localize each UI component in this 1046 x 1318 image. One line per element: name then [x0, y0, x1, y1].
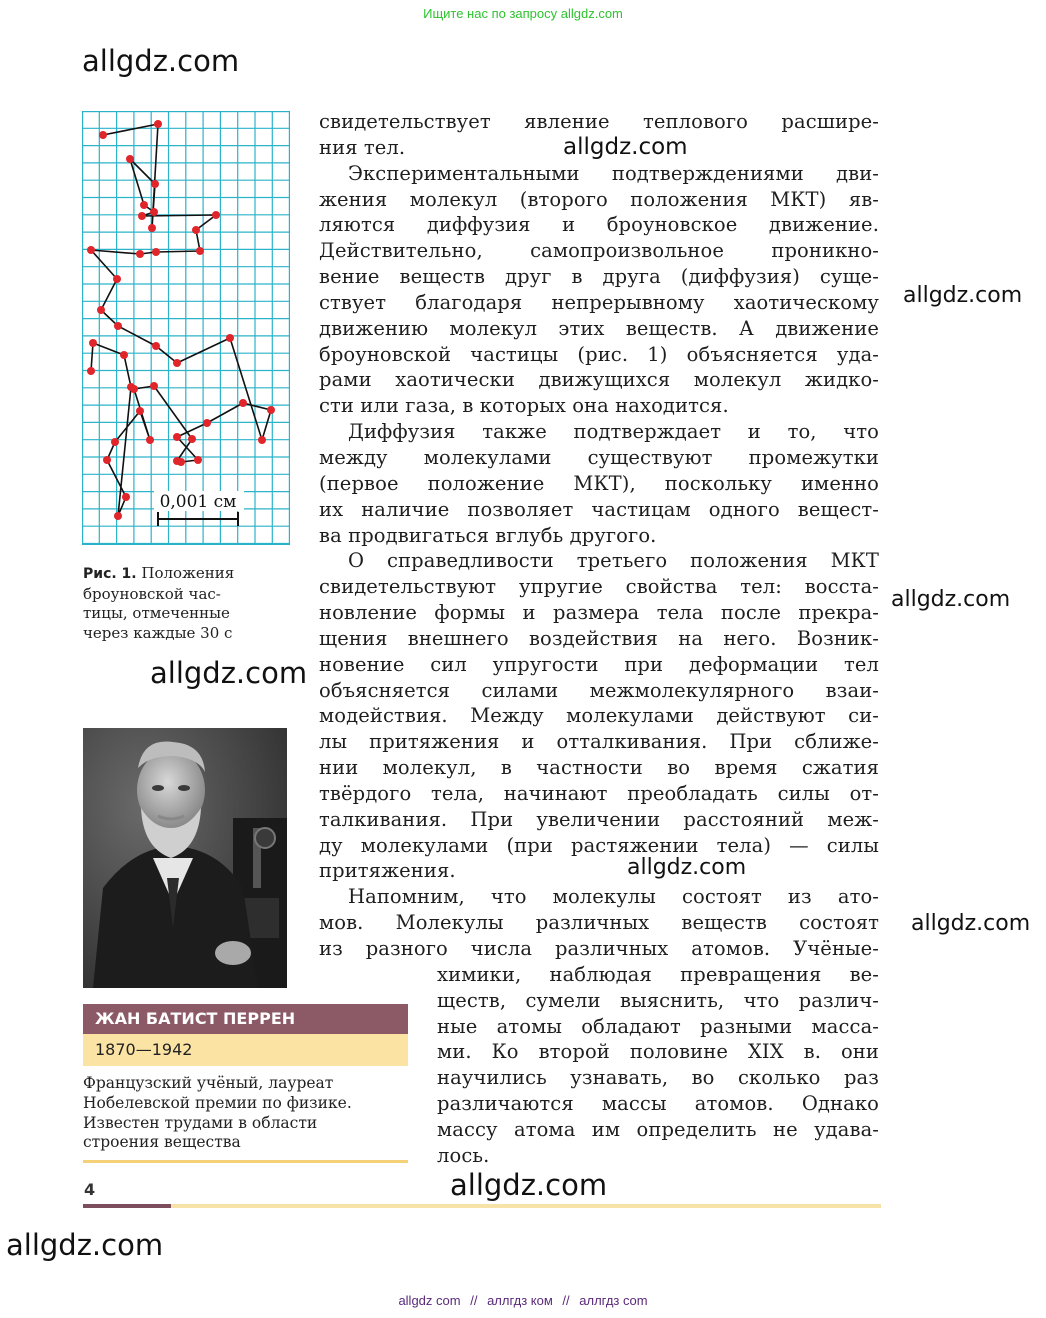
- particle-position-dot: [173, 433, 181, 441]
- text-line: объясняется силами межмолекулярного взаи-: [319, 678, 879, 702]
- particle-position-dot: [258, 436, 266, 444]
- caption-label: Рис. 1.: [83, 566, 137, 582]
- bio-line: Известен трудами в области: [83, 1113, 318, 1132]
- text-line: притяжения.: [319, 859, 456, 883]
- particle-position-dot: [89, 339, 97, 347]
- particle-position-dot: [152, 248, 160, 256]
- particle-position-dot: [122, 493, 130, 501]
- particle-position-dot: [111, 438, 119, 446]
- text-line: ми. Ко второй половине XIX в. они: [437, 1040, 879, 1064]
- brownian-path-diagram: [82, 111, 290, 545]
- page-rule-accent: [83, 1204, 171, 1208]
- text-line: твёрдого тела, начинают преобладать силы от-: [319, 781, 879, 805]
- particle-position-dot: [173, 457, 181, 465]
- bio-line: Французский учёный, лауреат: [83, 1074, 334, 1092]
- particle-position-dot: [154, 120, 162, 128]
- caption-line: через каждые 30 с: [83, 623, 233, 642]
- text-line: движению молекул этих веществ. А движение: [319, 316, 879, 340]
- caption-line: Положения: [141, 564, 235, 582]
- text-line: ляются диффузия и броуновское движение.: [319, 213, 879, 237]
- particle-position-dot: [203, 419, 211, 427]
- text-line: новление формы и размера тела после прекра-: [319, 601, 879, 625]
- footer-link[interactable]: аллгдз com: [579, 1293, 648, 1308]
- text-line: лы притяжения и отталкивания. При сближе-: [319, 730, 879, 754]
- footer-link[interactable]: аллгдз ком: [487, 1293, 553, 1308]
- footer-separator: //: [470, 1293, 478, 1308]
- text-line: ные атомы обладают разными масса-: [437, 1014, 879, 1038]
- particle-position-dot: [148, 224, 156, 232]
- text-line: Напомним, что молекулы состоят из ато-: [348, 885, 879, 909]
- text-line: между молекулами существуют промежутки: [319, 445, 879, 469]
- grid: [82, 111, 290, 545]
- text-line: щения внешнего воздействия на него. Возник-: [319, 626, 879, 650]
- watermark: allgdz.com: [150, 656, 308, 690]
- text-line: модействия. Между молекулами действуют си-: [319, 704, 879, 728]
- particle-position-dot: [120, 351, 128, 359]
- text-line: ду молекулами (при растяжении тела) — силы: [319, 833, 879, 857]
- portrait-photo: [83, 728, 287, 988]
- footer-links: [0, 1293, 1046, 1308]
- footer-link[interactable]: allgdz com: [398, 1293, 461, 1308]
- particle-position-dot: [188, 435, 196, 443]
- particle-position-dot: [127, 383, 135, 391]
- text-line: броуновской частицы (рис. 1) объясняется уда-: [319, 342, 879, 366]
- particle-position-dot: [113, 275, 121, 283]
- particle-position-dot: [87, 246, 95, 254]
- text-line: жения молекул (второго положения МКТ) яв-: [319, 187, 879, 211]
- particle-position-dot: [151, 180, 159, 188]
- scale-label: 0,001 см: [159, 492, 237, 512]
- text-line: из разного числа различных атомов. Учёные-: [319, 937, 879, 960]
- watermark: allgdz.com: [911, 911, 1031, 936]
- text-line: (первое положение МКТ), поскольку именно: [319, 471, 879, 495]
- text-line: новение сил упругости при деформации тел: [319, 652, 879, 676]
- particle-position-dot: [99, 131, 107, 139]
- text-line: их наличие позволяет частицам одного вещест-: [319, 497, 879, 521]
- bio-line: Нобелевской премии по физике.: [83, 1093, 352, 1112]
- text-line: рами хаотически движущихся молекул жидко-: [319, 368, 879, 392]
- text-line: различаются массы атомов. Однако: [437, 1092, 879, 1116]
- particle-position-dot: [173, 359, 181, 367]
- particle-position-dot: [87, 367, 95, 375]
- particle-position-dot: [114, 322, 122, 330]
- particle-position-dot: [126, 155, 134, 163]
- watermark: allgdz.com: [627, 855, 747, 880]
- particle-position-dot: [136, 250, 144, 258]
- page-number: 4: [84, 1180, 96, 1199]
- text-line: вение веществ друг в друга (диффузия) суще-: [319, 265, 879, 289]
- text-line: Диффузия также подтверждает и то, что: [348, 420, 879, 444]
- particle-position-dot: [192, 226, 200, 234]
- watermark: allgdz.com: [82, 44, 240, 78]
- footer-separator: //: [562, 1293, 570, 1308]
- text-line: О справедливости третьего положения МКТ: [348, 549, 879, 573]
- watermark: allgdz.com: [6, 1228, 164, 1262]
- particle-position-dot: [136, 407, 144, 415]
- person-name-bar: ЖАН БАТИСТ ПЕРРЕН: [83, 1004, 408, 1034]
- text-line: химики, наблюдая превращения ве-: [437, 962, 879, 986]
- text-line: ния тел.: [319, 135, 406, 159]
- particle-position-dot: [114, 512, 122, 520]
- particle-position-dot: [150, 208, 158, 216]
- text-line: ва продвигаться вглубь другого.: [319, 523, 657, 547]
- watermark: allgdz.com: [891, 587, 1011, 612]
- particle-position-dot: [239, 399, 247, 407]
- text-line: Действительно, самопроизвольное проникно-: [319, 239, 879, 263]
- figure-caption: [83, 564, 293, 643]
- particle-position-dot: [212, 211, 220, 219]
- watermark: allgdz.com: [903, 283, 1023, 308]
- particle-position-dot: [103, 456, 111, 464]
- text-line: массу атома им определить не удава-: [437, 1117, 879, 1141]
- text-line: ществ, сумели выяснить, что различ-: [437, 988, 879, 1012]
- caption-line: тицы, отмеченные: [83, 604, 230, 622]
- text-line: мов. Молекулы различных веществ состоят: [319, 911, 879, 935]
- page-rule: [171, 1204, 881, 1208]
- particle-position-dot: [140, 201, 148, 209]
- particle-position-dot: [152, 342, 160, 350]
- person-years-bar: 1870—1942: [83, 1034, 408, 1066]
- particle-position-dot: [194, 456, 202, 464]
- text-line: сти или газа, в которых она находится.: [319, 394, 729, 418]
- top-banner[interactable]: Ищите нас по запросу allgdz.com: [423, 6, 623, 21]
- main-text: [319, 109, 879, 1169]
- watermark: allgdz.com: [563, 134, 688, 160]
- particle-position-dot: [138, 212, 146, 220]
- text-line: талкивания. При увеличении расстояний меж-: [319, 807, 879, 831]
- bio-line: строения вещества: [83, 1133, 241, 1152]
- particle-position-dot: [196, 247, 204, 255]
- particle-position-dot: [226, 334, 234, 342]
- particle-position-dot: [146, 436, 154, 444]
- text-line: свидетельствует явление теплового расшире-: [319, 110, 879, 133]
- text-line: лось.: [437, 1143, 490, 1167]
- caption-line: броуновской час-: [83, 584, 221, 603]
- brownian-motion-figure: [82, 111, 290, 545]
- watermark: allgdz.com: [450, 1168, 608, 1202]
- particle-position-dot: [150, 382, 158, 390]
- text-line: нии молекул, в частности во время сжатия: [319, 756, 879, 780]
- text-line: ствует благодаря непрерывному хаотическому: [319, 290, 879, 314]
- portrait-image: [83, 728, 287, 988]
- particle-position-dot: [97, 306, 105, 314]
- text-line: свидетельствуют упругие свойства тел: восста-: [319, 575, 879, 599]
- text-line: научились узнавать, во сколько раз: [437, 1066, 879, 1090]
- text-line: Экспериментальными подтверждениями дви-: [348, 161, 879, 185]
- particle-position-dot: [267, 406, 275, 414]
